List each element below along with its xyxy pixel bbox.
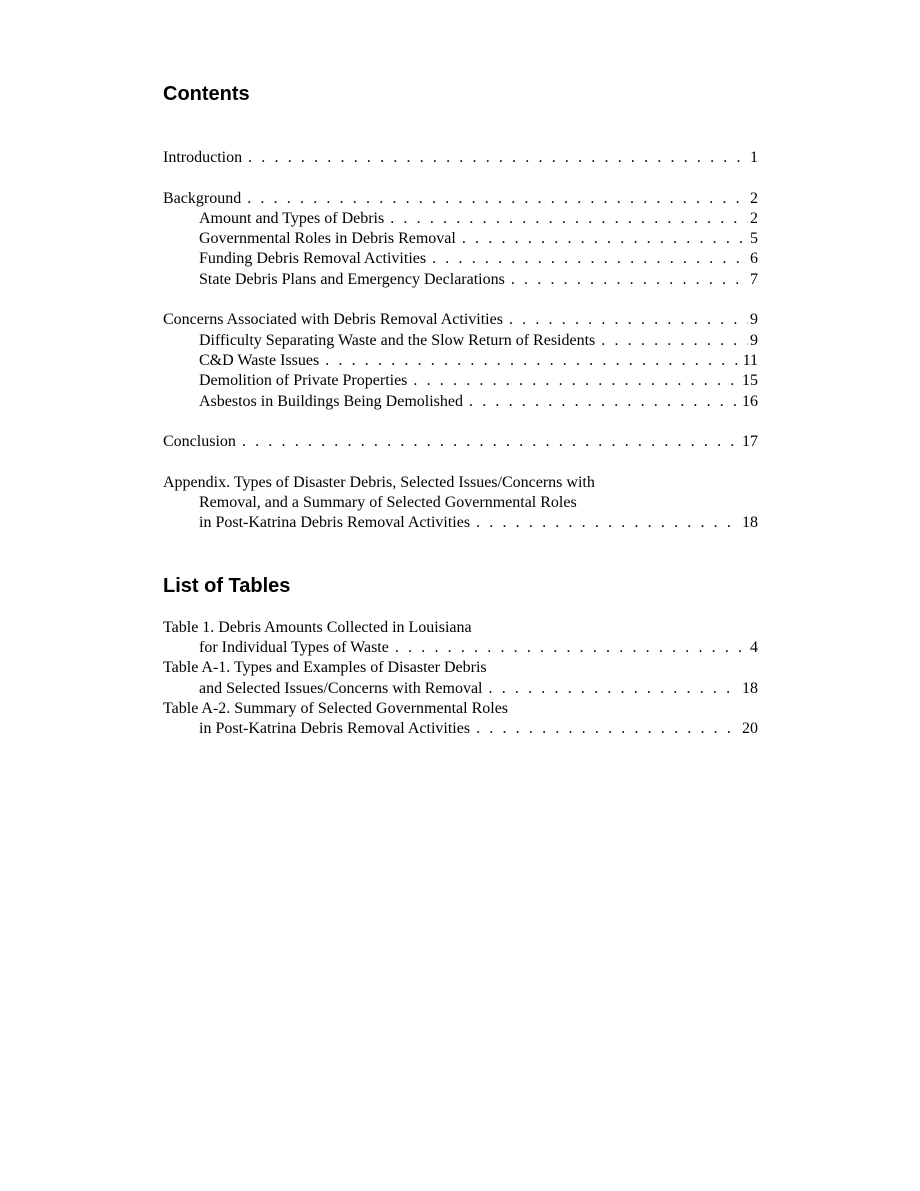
toc-group-background — [163, 189, 758, 290]
toc-entry-appendix-line-2[interactable] — [163, 493, 758, 513]
toc-entry-introduction[interactable] — [163, 148, 758, 168]
toc-entry-page: 17 — [742, 433, 758, 451]
leader-dots — [432, 249, 748, 269]
toc-entry-page: 2 — [750, 189, 758, 207]
leader-dots — [242, 432, 740, 452]
leader-dots — [476, 719, 740, 739]
toc-entry-title: State Debris Plans and Emergency Declarations — [199, 270, 505, 288]
toc-entry-page: 7 — [750, 270, 758, 288]
list-of-tables-heading: List of Tables — [163, 574, 291, 597]
toc-entry-governmental-roles[interactable] — [163, 229, 758, 249]
table-entry-1-line-1[interactable] — [163, 618, 758, 638]
leader-dots — [469, 392, 740, 412]
table-entry-title: Table 1. Debris Amounts Collected in Louisiana — [163, 618, 472, 636]
toc-entry-cd-waste[interactable] — [163, 351, 758, 371]
table-entry-title: and Selected Issues/Concerns with Removal — [199, 679, 483, 697]
table-entry-page: 4 — [750, 638, 758, 656]
toc-entry-funding[interactable] — [163, 249, 758, 269]
toc-group-conclusion — [163, 432, 758, 452]
toc-entry-title: Governmental Roles in Debris Removal — [199, 230, 456, 248]
table-entry-a2-line-1[interactable] — [163, 699, 758, 719]
table-entry-a1-line-2[interactable] — [163, 679, 758, 699]
toc-group-appendix — [163, 473, 758, 534]
leader-dots — [489, 679, 741, 699]
contents-heading: Contents — [163, 83, 250, 105]
toc-entry-title: Amount and Types of Debris — [199, 209, 385, 227]
toc-entry-title: in Post-Katrina Debris Removal Activities — [199, 514, 471, 532]
toc-entry-title: Appendix. Types of Disaster Debris, Selected Issues/Concerns with — [163, 473, 595, 491]
leader-dots — [390, 209, 748, 229]
leader-dots — [325, 351, 740, 371]
leader-dots — [509, 310, 748, 330]
table-entry-a1-line-1[interactable] — [163, 658, 758, 678]
toc-entry-appendix-line-3[interactable] — [163, 513, 758, 533]
toc-entry-page: 2 — [750, 209, 758, 227]
leader-dots — [395, 638, 748, 658]
table-entry-page: 20 — [742, 720, 758, 738]
toc-entry-page: 9 — [750, 331, 758, 349]
toc-entry-title: Difficulty Separating Waste and the Slow Return of Residents — [199, 331, 596, 349]
toc-group-concerns — [163, 310, 758, 411]
toc-group-introduction — [163, 148, 758, 168]
table-entry-title: for Individual Types of Waste — [199, 638, 389, 656]
toc-entry-page: 1 — [750, 149, 758, 166]
table-entry-title: in Post-Katrina Debris Removal Activities — [199, 720, 471, 738]
toc-entry-asbestos[interactable] — [163, 392, 758, 412]
toc-entry-page: 6 — [750, 250, 758, 268]
table-entry-title: Table A-1. Types and Examples of Disaster Debris — [163, 659, 487, 677]
toc-entry-state-debris-plans[interactable] — [163, 270, 758, 290]
leader-dots — [413, 371, 740, 391]
tables-list — [163, 618, 758, 740]
leader-dots — [476, 513, 740, 533]
leader-dots — [247, 189, 748, 209]
toc-entry-demolition[interactable] — [163, 371, 758, 391]
toc-entry-title: Asbestos in Buildings Being Demolished — [199, 392, 463, 410]
toc-entry-background[interactable] — [163, 189, 758, 209]
toc-entry-title: Removal, and a Summary of Selected Governmental Roles — [199, 494, 577, 512]
toc-entry-page: 18 — [742, 514, 758, 532]
toc-entry-appendix-line-1[interactable] — [163, 473, 758, 493]
leader-dots — [248, 148, 748, 168]
toc-entry-page: 11 — [742, 351, 758, 369]
toc-entry-title: Conclusion — [163, 433, 236, 451]
document-page — [163, 80, 758, 739]
leader-dots — [511, 270, 748, 290]
contents-list — [163, 148, 758, 534]
table-entry-title: Table A-2. Summary of Selected Governmental Roles — [163, 699, 509, 717]
toc-entry-title: Funding Debris Removal Activities — [199, 250, 427, 268]
toc-entry-title: Demolition of Private Properties — [199, 372, 408, 390]
leader-dots — [462, 229, 748, 249]
toc-entry-page: 16 — [742, 392, 758, 410]
toc-entry-title: C&D Waste Issues — [199, 351, 320, 369]
toc-entry-concerns[interactable] — [163, 310, 758, 330]
toc-entry-conclusion[interactable] — [163, 432, 758, 452]
toc-entry-amount-types-debris[interactable] — [163, 209, 758, 229]
toc-entry-difficulty-separating[interactable] — [163, 331, 758, 351]
table-entry-a2-line-2[interactable] — [163, 719, 758, 739]
leader-dots — [601, 331, 748, 351]
toc-entry-page: 5 — [750, 230, 758, 248]
toc-entry-title: Background — [163, 189, 242, 207]
toc-entry-page: 15 — [742, 372, 758, 390]
table-entry-1-line-2[interactable] — [163, 638, 758, 658]
toc-entry-title: Concerns Associated with Debris Removal Activities — [163, 311, 503, 329]
toc-entry-page: 9 — [750, 311, 758, 329]
table-entry-page: 18 — [742, 679, 758, 697]
toc-entry-title: Introduction — [163, 149, 243, 166]
